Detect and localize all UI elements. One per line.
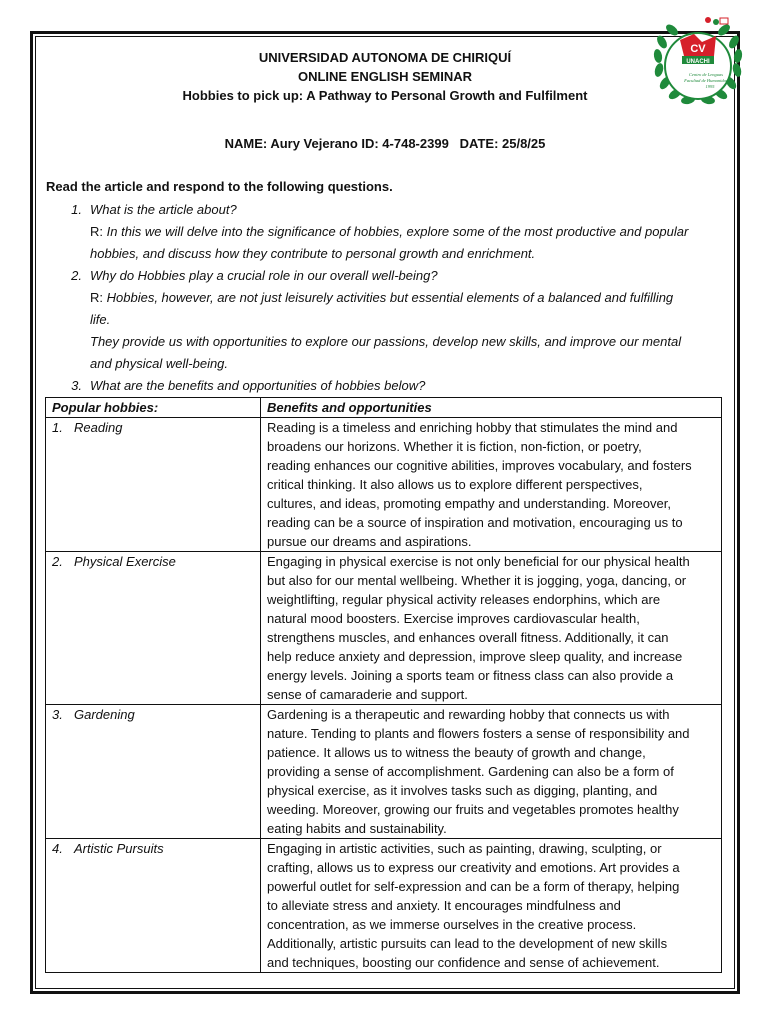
answer-1 — [46, 221, 726, 243]
table-row — [46, 705, 722, 839]
hobby-cell — [46, 418, 261, 552]
benefits-line: natural mood boosters. Exercise improves cardiovascular health, — [267, 611, 640, 626]
answer-line: hobbies, and discuss how they contribute to personal growth and enrichment. — [90, 246, 536, 261]
hobby-name: Physical Exercise — [74, 554, 176, 569]
hobby-number: 4. — [52, 841, 63, 856]
table-row — [46, 552, 722, 705]
question-text: Why do Hobbies play a crucial role in our overall well-being? — [90, 268, 438, 283]
hobby-cell — [46, 839, 261, 973]
benefits-line: reading can be a source of inspiration and motivation, encouraging us to — [267, 515, 683, 530]
column-header-benefits: Benefits and opportunities — [261, 398, 722, 418]
answer-line: life. — [90, 312, 111, 327]
hobby-number: 2. — [52, 554, 63, 569]
svg-text:1995: 1995 — [705, 84, 715, 89]
answer-prefix: R: — [90, 290, 107, 305]
table-row — [46, 418, 722, 552]
benefits-line: powerful outlet for self-expression and can be a form of therapy, helping — [267, 879, 680, 894]
answer-line: and physical well-being. — [90, 356, 229, 371]
svg-text:CV: CV — [690, 43, 706, 55]
benefits-line: help reduce anxiety and depression, improve sleep quality, and increase — [267, 649, 683, 664]
benefits-line: broadens our horizons. Whether it is fiction, non-fiction, or poetry, — [267, 439, 642, 454]
benefits-line: pursue our dreams and aspirations. — [267, 534, 472, 549]
question-2 — [46, 265, 726, 287]
document-header — [40, 48, 730, 105]
benefits-line: Additionally, artistic pursuits can lead to the development of new skills — [267, 936, 668, 951]
question-3 — [46, 375, 726, 397]
benefits-line: reading enhances our cognitive abilities, improves vocabulary, and fosters — [267, 458, 692, 473]
table-header-row — [46, 398, 722, 418]
table-row — [46, 839, 722, 973]
benefits-line: patience. It allows us to witness the beauty of growth and change, — [267, 745, 646, 760]
benefits-cell — [261, 705, 722, 839]
document-title: Hobbies to pick up: A Pathway to Personal Growth and Fulfilment — [182, 88, 588, 103]
hobby-number: 1. — [52, 420, 63, 435]
hobby-cell — [46, 552, 261, 705]
benefits-line: Engaging in physical exercise is not only beneficial for our physical health — [267, 554, 690, 569]
hobby-name: Artistic Pursuits — [74, 841, 164, 856]
benefits-line: Gardening is a therapeutic and rewarding hobby that connects us with — [267, 707, 670, 722]
benefits-line: crafting, allows us to express our creativity and emotions. Art provides a — [267, 860, 680, 875]
column-header-hobbies: Popular hobbies: — [46, 398, 261, 418]
benefits-line: critical thinking. It also allows us to explore different perspectives, — [267, 477, 643, 492]
benefits-line: eating habits and sustainability. — [267, 821, 447, 836]
benefits-line: and techniques, boosting our confidence and sense of achievement. — [267, 955, 660, 970]
answer-line: In this we will delve into the significance of hobbies, explore some of the most productive and popular — [106, 224, 689, 239]
answer-prefix: R: — [90, 224, 107, 239]
hobbies-table — [45, 397, 722, 973]
benefits-line: energy levels. Joining a sports team or fitness class can also provide a — [267, 668, 674, 683]
benefits-line: strengthens muscles, and enhances overall fitness. Additionally, it can — [267, 630, 669, 645]
benefits-line: to alleviate stress and anxiety. It encourages mindfulness and — [267, 898, 621, 913]
answer-2 — [46, 287, 726, 309]
hobby-name: Reading — [74, 420, 123, 435]
benefits-line: sense of camaraderie and support. — [267, 687, 468, 702]
question-1 — [46, 199, 726, 221]
question-text: What is the article about? — [90, 202, 237, 217]
benefits-line: physical exercise, as it involves tasks such as digging, planting, and — [267, 783, 658, 798]
answer-line: Hobbies, however, are not just leisurely activities but essential elements of a balanced and fulfilling — [106, 290, 674, 305]
benefits-line: providing a sense of accomplishment. Gardening can also be a form of — [267, 764, 674, 779]
benefits-line: but also for our mental wellbeing. Whether it is jogging, yoga, dancing, or — [267, 573, 687, 588]
benefits-line: Engaging in artistic activities, such as painting, drawing, sculpting, or — [267, 841, 662, 856]
question-text: What are the benefits and opportunities of hobbies below? — [90, 378, 426, 393]
questions-list — [46, 199, 726, 397]
benefits-cell — [261, 839, 722, 973]
question-number: 3. — [71, 378, 82, 393]
student-info — [40, 136, 730, 151]
hobby-number: 3. — [52, 707, 63, 722]
question-number: 1. — [71, 202, 82, 217]
svg-text:UNACHI: UNACHI — [686, 59, 710, 65]
svg-text:Centro de Lenguas: Centro de Lenguas — [688, 72, 724, 77]
benefits-line: nature. Tending to plants and flowers fosters a sense of responsibility and — [267, 726, 690, 741]
instructions: Read the article and respond to the following questions. — [46, 179, 393, 194]
answer-line: They provide us with opportunities to explore our passions, develop new skills, and improve our mental — [90, 334, 682, 349]
benefits-line: weeding. Moreover, growing our fruits and vegetables promotes healthy — [267, 802, 679, 817]
hobby-cell — [46, 705, 261, 839]
benefits-line: weightlifting, regular physical activity releases endorphins, which are — [267, 592, 661, 607]
svg-text:Facultad de Humanidades: Facultad de Humanidades — [684, 78, 732, 83]
benefits-line: concentration, as we immerse ourselves in the creative process. — [267, 917, 637, 932]
benefits-cell — [261, 418, 722, 552]
benefits-cell — [261, 552, 722, 705]
seminar-name: ONLINE ENGLISH SEMINAR — [297, 69, 473, 84]
university-name: UNIVERSIDAD AUTONOMA DE CHIRIQUÍ — [258, 50, 512, 65]
hobby-name: Gardening — [74, 707, 135, 722]
benefits-line: Reading is a timeless and enriching hobby that stimulates the mind and — [267, 420, 678, 435]
question-number: 2. — [71, 268, 82, 283]
benefits-line: cultures, and ideas, promoting empathy and understanding. Moreover, — [267, 496, 671, 511]
student-info-text: NAME: Aury Vejerano ID: 4-748-2399 DATE: 25/8/25 — [224, 136, 546, 151]
